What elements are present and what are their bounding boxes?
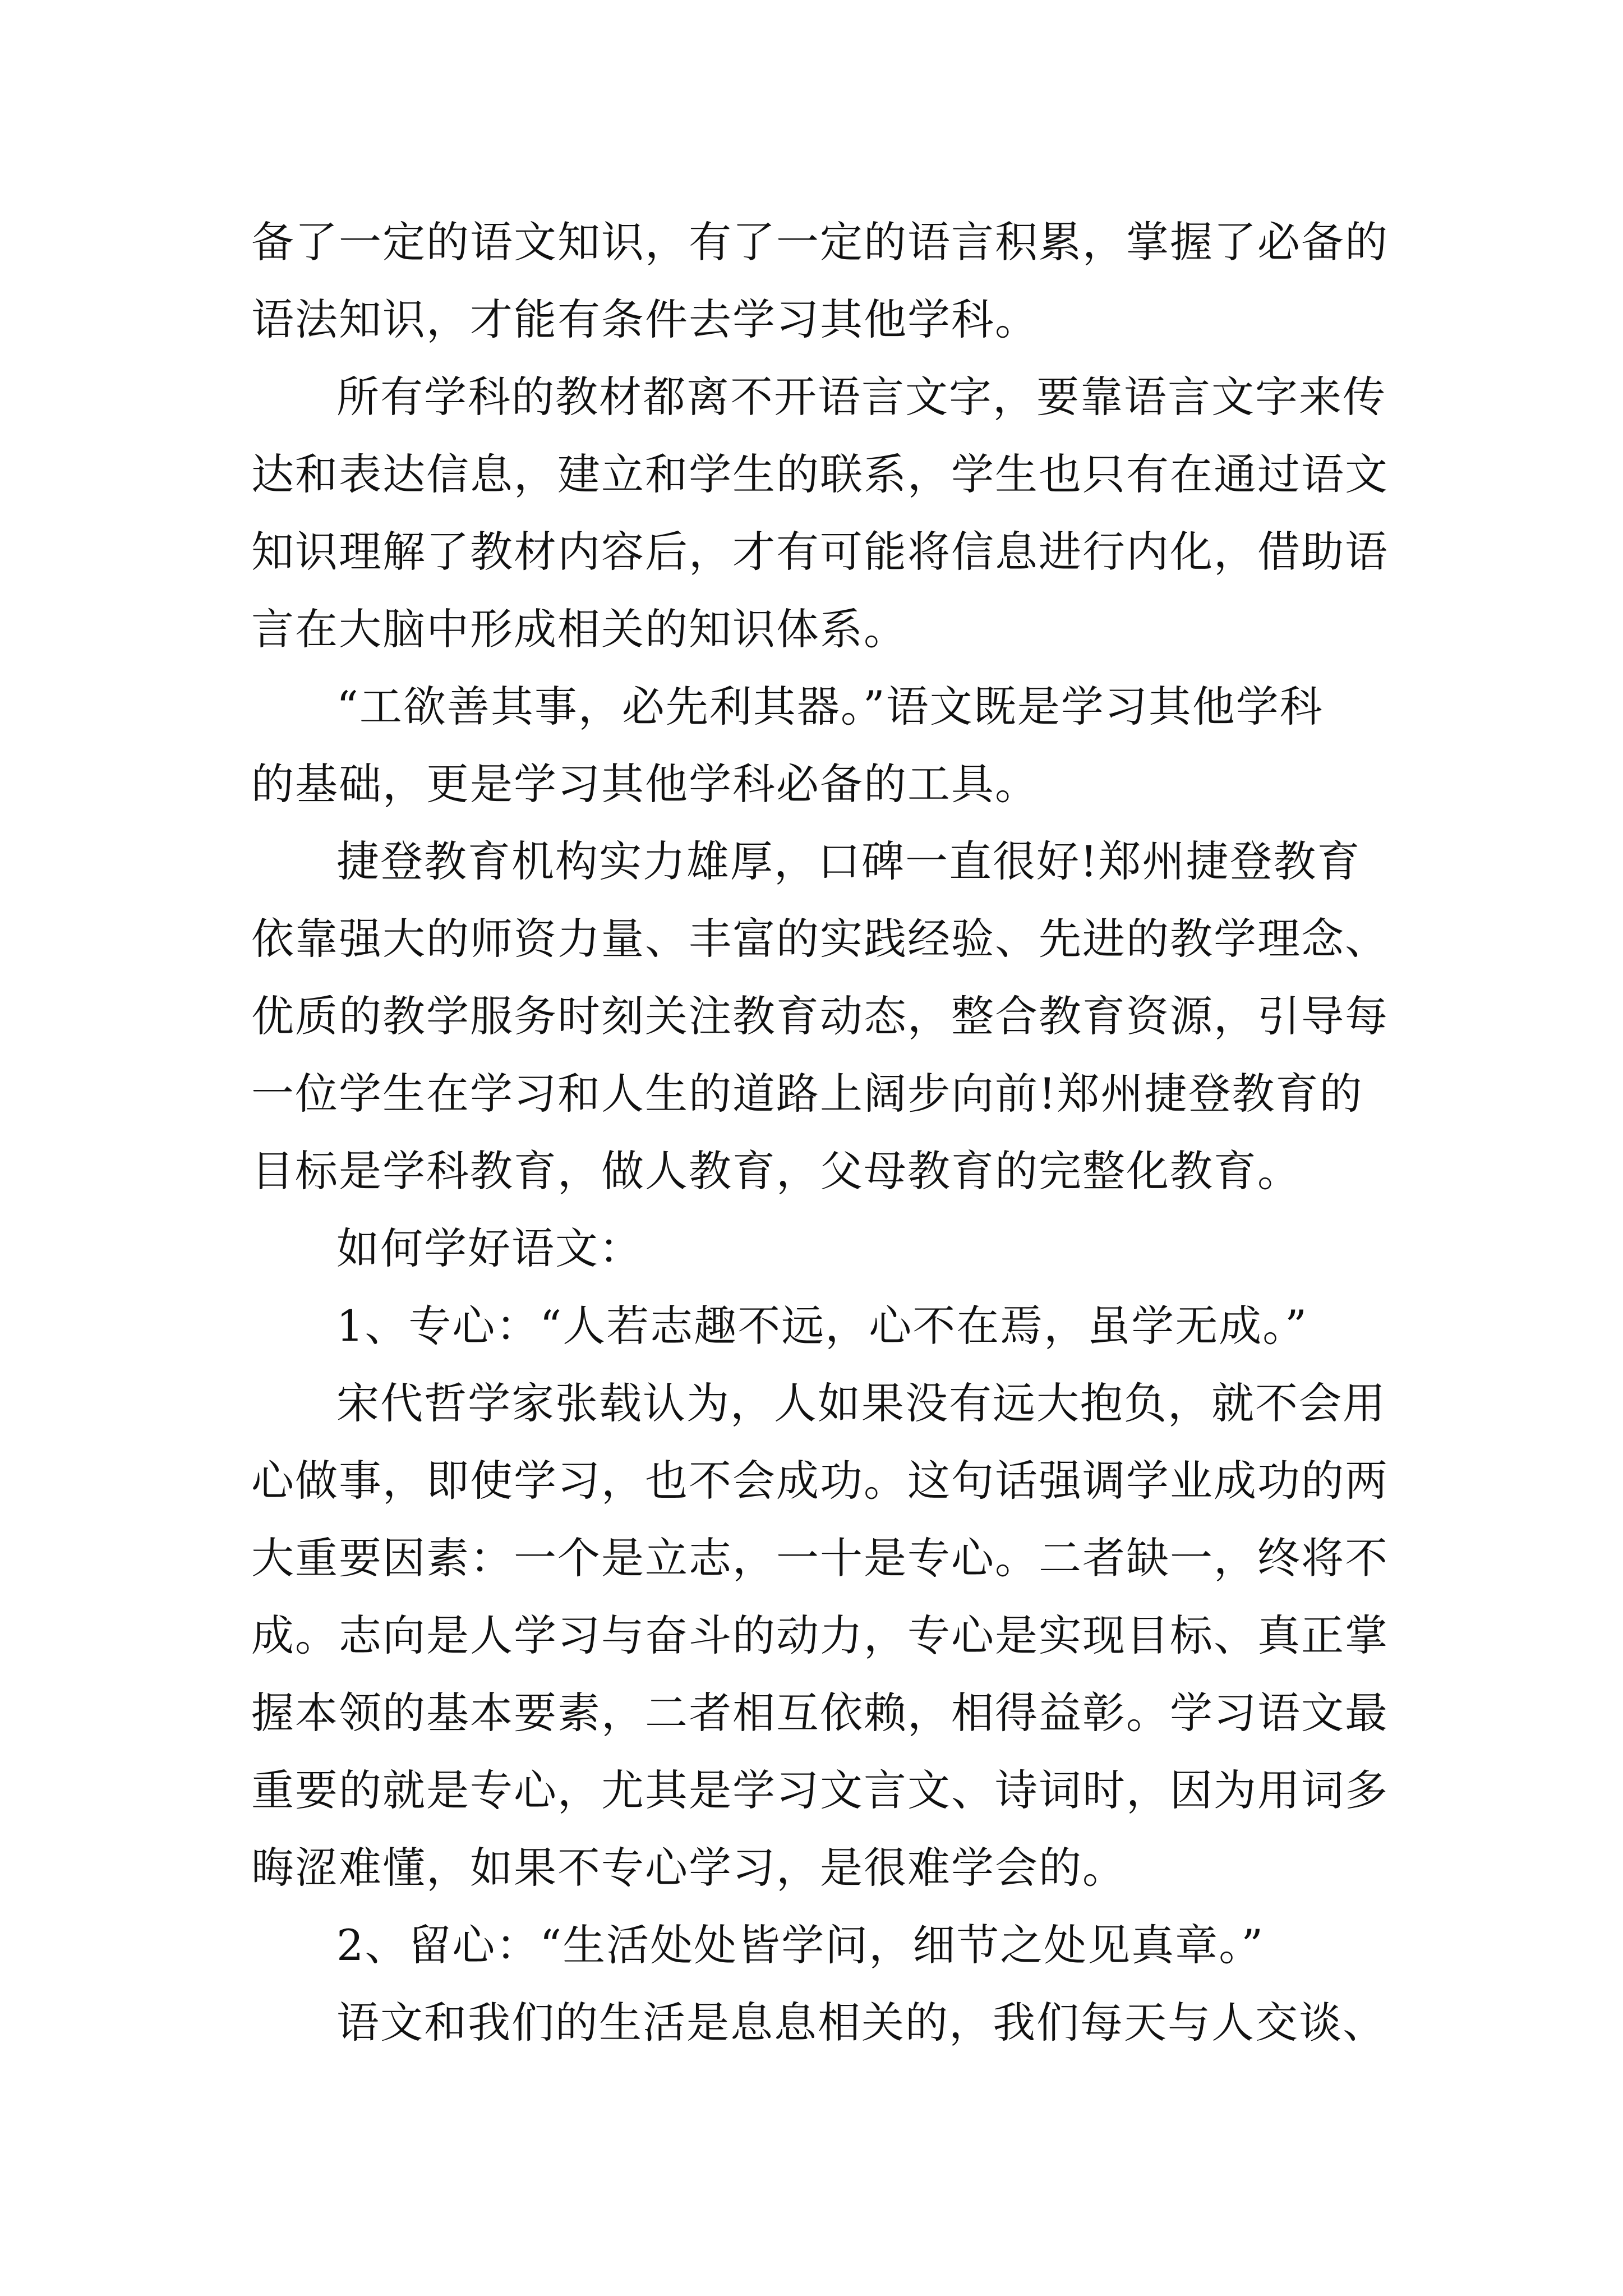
paragraph-first-line: 宋代哲学家张载认为，人如果没有远大抱负，就不会用 bbox=[336, 1378, 1386, 1428]
text-line: 的基础，更是学习其他学科必备的工具。 bbox=[251, 759, 1039, 809]
text-line: 握本领的基本要素，二者相互依赖，相得益彰。学习语文最 bbox=[251, 1688, 1389, 1738]
text-line: 知识理解了教材内容后，才有可能将信息进行内化，借助语 bbox=[251, 527, 1389, 577]
section-heading: 如何学好语文： bbox=[336, 1223, 643, 1273]
text-line: 心做事，即使学习，也不会成功。这句话强调学业成功的两 bbox=[251, 1456, 1389, 1506]
paragraph-first-line: 所有学科的教材都离不开语言文字，要靠语言文字来传 bbox=[336, 372, 1386, 422]
paragraph-first-line: 语文和我们的生活是息息相关的，我们每天与人交谈、 bbox=[336, 1998, 1386, 2047]
text-line: 优质的教学服务时刻关注教育动态，整合教育资源，引导每 bbox=[251, 991, 1389, 1041]
text-line: 一位学生在学习和人生的道路上阔步向前!郑州捷登教育的 bbox=[251, 1069, 1363, 1119]
text-line: 达和表达信息，建立和学生的联系，学生也只有在通过语文 bbox=[251, 449, 1389, 499]
paragraph-first-line: 捷登教育机构实力雄厚，口碑一直很好!郑州捷登教育 bbox=[336, 836, 1361, 886]
text-line: 目标是学科教育，做人教育，父母教育的完整化教育。 bbox=[251, 1146, 1301, 1196]
paragraph-first-line: “工欲善其事，必先利其器。”语文既是学习其他学科 bbox=[336, 682, 1324, 731]
list-item-heading: 1、专心：“人若志趣不远，心不在焉，虽学无成。” bbox=[336, 1301, 1308, 1351]
text-line: 依靠强大的师资力量、丰富的实践经验、先进的教学理念、 bbox=[251, 914, 1389, 964]
text-line: 备了一定的语文知识，有了一定的语言积累，掌握了必备的 bbox=[251, 217, 1389, 267]
text-line: 成。志向是人学习与奋斗的动力，专心是实现目标、真正掌 bbox=[251, 1611, 1389, 1660]
text-line: 重要的就是专心，尤其是学习文言文、诗词时，因为用词多 bbox=[251, 1765, 1389, 1815]
text-line: 言在大脑中形成相关的知识体系。 bbox=[251, 604, 907, 654]
list-item-heading: 2、留心：“生活处处皆学问，细节之处见真章。” bbox=[336, 1920, 1265, 1970]
text-line: 大重要因素：一个是立志，一十是专心。二者缺一，终将不 bbox=[251, 1533, 1389, 1583]
text-line: 晦涩难懂，如果不专心学习，是很难学会的。 bbox=[251, 1843, 1126, 1893]
text-line: 语法知识，才能有条件去学习其他学科。 bbox=[251, 295, 1039, 344]
